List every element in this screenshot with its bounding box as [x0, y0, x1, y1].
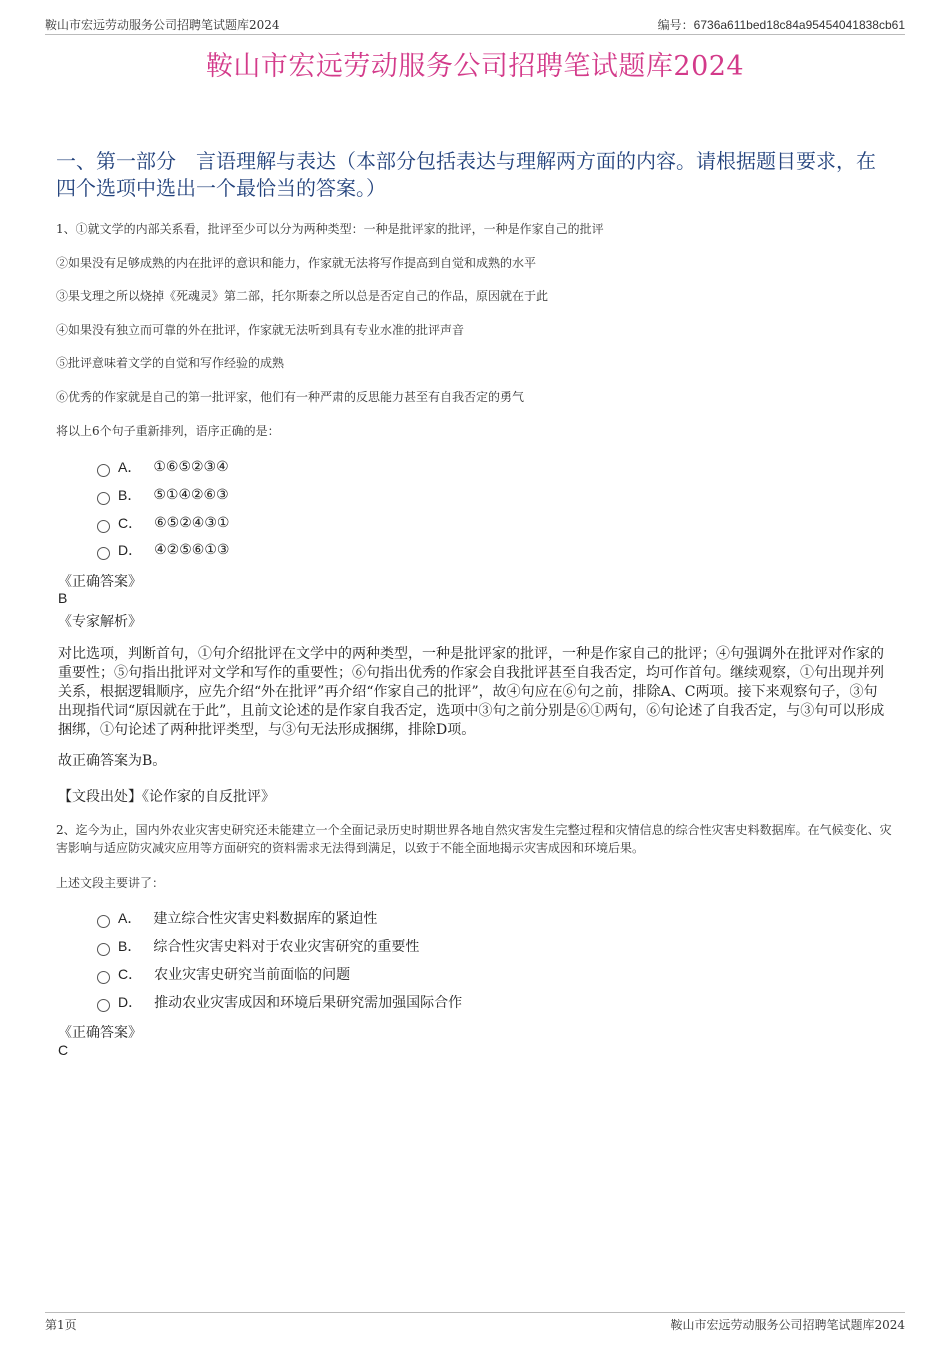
q1-sentence-5: ⑤批评意味着文学的自觉和写作经验的成熟 [56, 356, 285, 370]
option-text: 推动农业灾害成因和环境后果研究需加强国际合作 [154, 995, 463, 1011]
option-letter: D． [118, 994, 143, 1010]
q1-analysis-label: 《专家解析》 [58, 614, 142, 630]
option-letter: D． [118, 542, 143, 558]
radio-icon[interactable] [97, 943, 110, 956]
q1-analysis: 对比选项，判断首句，①句介绍批评在文学中的两种类型，一种是批评家的批评，一种是作家自己的批评；④句强调外在批评对作家的重要性；⑤句指出批评对文学和写作的重要性；⑥句指出优秀的作家会自我批评甚至自我否定，均可作首句。继续观察，①句出现并列关系，根据逻辑顺序，应先介绍“外在批评”再介绍“作家自己的批评”，故④句应在⑥句之前，排除A、C两项。接下来观察句子，③句出现指代词“原因就在于此”，且前文论述的是作家自我否定，选项中③句之前分别是⑥①两句，⑥句论述了自我否定，与③句可以形成捆绑，①句论述了两种批评类型，与③句无法形成捆绑，排除D项。 [58, 646, 885, 738]
page-header [45, 14, 905, 35]
q1-sentence-6: ⑥优秀的作家就是自己的第一批评家，他们有一种严肃的反思能力甚至有自我否定的勇气 [56, 390, 525, 404]
option-text: 综合性灾害史料对于农业灾害研究的重要性 [153, 939, 420, 955]
radio-icon[interactable] [97, 464, 110, 477]
option-letter: A． [118, 910, 142, 926]
q1-source: 【文段出处】《论作家的自反批评》 [58, 789, 275, 805]
q1-answer: B [58, 590, 68, 606]
option-text: ④②⑤⑥①③ [154, 542, 230, 558]
page-number: 第1页 [45, 1318, 77, 1332]
section-heading: 一、第一部分 言语理解与表达（本部分包括表达与理解两方面的内容。请根据题目要求，在四个选项中选出一个最恰当的答案。） [56, 149, 876, 200]
q1-prompt: 将以上6个句子重新排列，语序正确的是： [56, 424, 280, 438]
q1-option-a[interactable] [97, 457, 229, 477]
q1-answer-label: 《正确答案》 [58, 574, 142, 590]
q2-answer-label: 《正确答案》 [58, 1025, 142, 1041]
q1-option-d[interactable] [97, 540, 229, 560]
option-text: ⑥⑤②④③① [154, 515, 230, 531]
option-text: ⑤①④②⑥③ [153, 487, 229, 503]
option-letter: C． [118, 966, 143, 982]
radio-icon[interactable] [97, 492, 110, 505]
q2-prompt: 上述文段主要讲了： [56, 876, 165, 890]
option-letter: B． [118, 938, 142, 954]
q2-option-d[interactable] [97, 992, 462, 1012]
option-text: ①⑥⑤②③④ [153, 459, 229, 475]
q2-option-a[interactable] [97, 908, 377, 928]
radio-icon[interactable] [97, 971, 110, 984]
option-text: 农业灾害史研究当前面临的问题 [154, 967, 351, 983]
option-text: 建立综合性灾害史料数据库的紧迫性 [153, 911, 378, 927]
q1-option-b[interactable] [97, 485, 229, 505]
radio-icon[interactable] [97, 915, 110, 928]
radio-icon[interactable] [97, 999, 110, 1012]
q1-sentence-3: ③果戈理之所以烧掉《死魂灵》第二部，托尔斯泰之所以总是否定自己的作品，原因就在于此 [56, 289, 549, 303]
option-letter: C． [118, 515, 143, 531]
header-doc-id: 编号：6736a611bed18c84a95454041838cb61 [657, 17, 905, 32]
q1-option-c[interactable] [97, 513, 229, 533]
header-title: 鞍山市宏远劳动服务公司招聘笔试题库2024 [45, 17, 280, 32]
q2-answer: C [58, 1042, 69, 1058]
q1-sentence-1: 1、①就文学的内部关系看，批评至少可以分为两种类型：一种是批评家的批评，一种是作家自己的批评 [56, 222, 604, 236]
q1-sentence-4: ④如果没有独立而可靠的外在批评，作家就无法听到具有专业水准的批评声音 [56, 323, 465, 337]
q2-stem: 2、迄今为止，国内外农业灾害史研究还未能建立一个全面记录历史时期世界各地自然灾害发生完整过程和灾情信息的综合性灾害史料数据库。在气候变化、灾害影响与适应防灾减灾应用等方面研究的资料需求无法得到满足，以致于不能全面地揭示灾害成因和环境后果。 [56, 823, 892, 855]
q1-sentence-2: ②如果没有足够成熟的内在批评的意识和能力，作家就无法将写作提高到自觉和成熟的水平 [56, 256, 537, 270]
radio-icon[interactable] [97, 547, 110, 560]
q2-option-c[interactable] [97, 964, 350, 984]
radio-icon[interactable] [97, 520, 110, 533]
q1-conclusion: 故正确答案为B。 [58, 753, 167, 769]
page-title: 鞍山市宏远劳动服务公司招聘笔试题库2024 [205, 51, 745, 82]
q2-option-b[interactable] [97, 936, 419, 956]
footer-title: 鞍山市宏远劳动服务公司招聘笔试题库2024 [670, 1318, 905, 1332]
option-letter: B． [118, 487, 142, 503]
option-letter: A． [118, 459, 142, 475]
page-footer [45, 1312, 905, 1333]
